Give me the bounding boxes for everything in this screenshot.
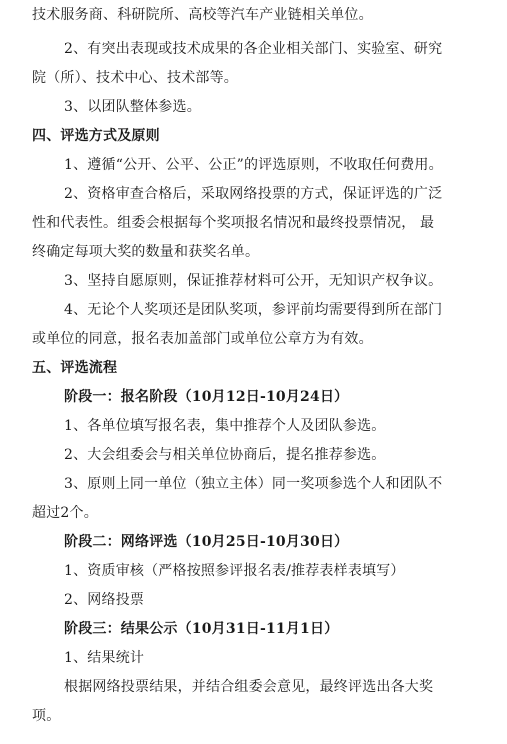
section-heading: 四、评选方式及原则	[32, 128, 160, 144]
list-item-line: 4、无论个人奖项还是团队奖项，参评前均需要得到所在部门	[64, 302, 443, 318]
stage-heading: 阶段三：结果公示（10月31日-11月1日）	[64, 621, 339, 637]
list-item-line: 3、以团队整体参选。	[64, 99, 201, 115]
section-heading: 五、评选流程	[32, 360, 118, 376]
list-item-line: 1、各单位填写报名表，集中推荐个人及团队参选。	[64, 418, 386, 434]
list-item-line: 2、大会组委会与相关单位协商后，提名推荐参选。	[64, 447, 386, 463]
paragraph-line: 技术服务商、科研院所、高校等汽车产业链相关单位。	[32, 7, 373, 23]
list-item-line: 2、资格审查合格后，采取网络投票的方式，保证评选的广泛	[64, 186, 443, 202]
paragraph-line: 超过2个。	[32, 505, 98, 521]
stage-heading: 阶段二：网络评选（10月25日-10月30日）	[64, 534, 349, 550]
list-item-line: 3、坚持自愿原则，保证推荐材料可公开，无知识产权争议。	[64, 273, 443, 289]
list-item-line: 1、资质审核（严格按照参评报名表/推荐表样表填写）	[64, 563, 405, 579]
list-item-line: 3、原则上同一单位（独立主体）同一奖项参选个人和团队不	[64, 476, 443, 492]
stage-heading: 阶段一：报名阶段（10月12日-10月24日）	[64, 389, 349, 405]
list-item-line: 2、网络投票	[64, 592, 145, 608]
paragraph-line: 终确定每项大奖的数量和获奖名单。	[32, 244, 260, 260]
paragraph-line: 院（所）、技术中心、技术部等。	[32, 70, 238, 86]
list-item-line: 1、结果统计	[64, 650, 145, 666]
paragraph-line: 或单位的同意，报名表加盖部门或单位公章方为有效。	[32, 331, 373, 347]
paragraph-line: 性和代表性。组委会根据每个奖项报名情况和最终投票情况， 最	[32, 215, 435, 231]
paragraph-line: 项。	[32, 708, 61, 724]
list-item-line: 根据网络投票结果，并结合组委会意见，最终评选出各大奖	[64, 679, 434, 695]
list-item-line: 2、有突出表现或技术成果的各企业相关部门、实验室、研究	[64, 41, 443, 57]
list-item-line: 1、遵循“公开、公平、公正”的评选原则，不收取任何费用。	[64, 157, 443, 173]
